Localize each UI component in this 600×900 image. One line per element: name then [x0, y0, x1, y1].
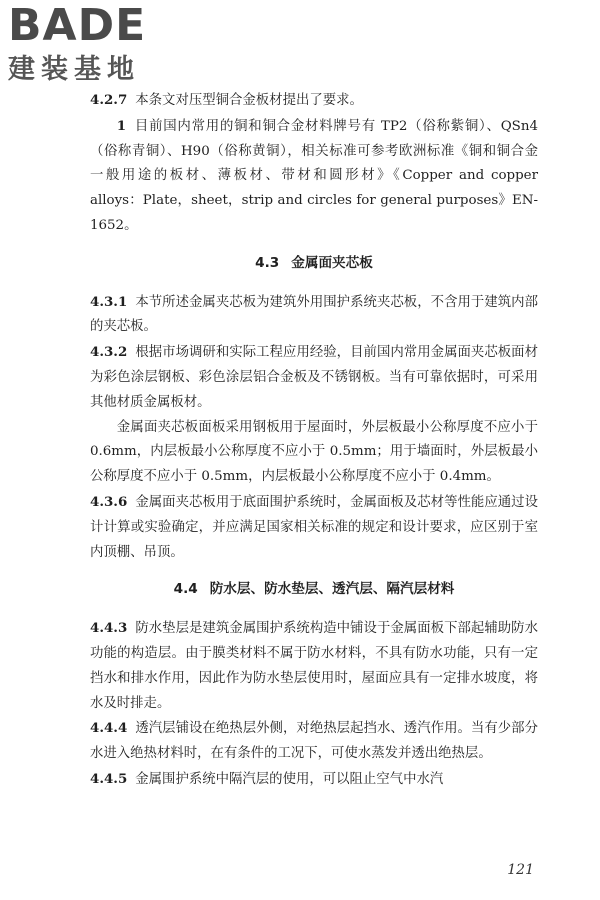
clause-4-2-7: [90, 88, 538, 114]
clause-text: 防水垫层是建筑金属围护系统构造中铺设于金属面板下部起辅助防水功能的构造层。由于膜类材料不属于防水材料，不具有防水功能，只有一定挡水和排水作用，因此作为防水垫层使用时，屋面应具有一定排水坡度，将水及时排走。: [90, 621, 538, 711]
clause-number: 4.4.4: [90, 720, 128, 737]
clause-text: 本条文对压型铜合金板材提出了要求。: [135, 93, 363, 108]
clause-number: 4.4.3: [90, 620, 128, 637]
bade-logo: [6, 2, 176, 94]
clause-text: 金属面夹芯板用于底面围护系统时，金属面板及芯材等性能应通过设计计算或实验确定，并应满足国家相关标准的规定和设计要求，应区别于室内顶棚、吊顶。: [90, 494, 538, 560]
section-heading-4-3: [90, 251, 538, 276]
section-heading-4-4: [90, 577, 538, 602]
page-body: [90, 88, 552, 793]
clause-number: 4.3.2: [90, 344, 128, 361]
clause-number: 4.2.7: [90, 92, 128, 108]
clause-4-4-5: [90, 767, 538, 793]
page-number: 121: [507, 862, 534, 878]
clause-4-4-3: [90, 616, 538, 716]
clause-4-3-2-paragraph-2: 金属面夹芯板面板采用钢板用于屋面时，外层板最小公称厚度不应小于 0.6mm，内层板最小公称厚度不应小于 0.5mm；用于墙面时，外层板最小公称厚度不应小于 0.5mm，内层板最小公称厚度不应小于 0.4mm。: [90, 419, 538, 485]
clause-4-3-1: [90, 290, 538, 341]
clause-4-3-6: [90, 490, 538, 565]
section-title: 防水层、防水垫层、透汽层、隔汽层材料: [209, 581, 455, 598]
item-number: 1: [116, 117, 127, 134]
clause-text: 金属围护系统中隔汽层的使用，可以阻止空气中水汽: [135, 771, 444, 787]
item-text: 目前国内常用的铜和铜合金材料牌号有 TP2（俗称紫铜）、QSn4（俗称青铜）、H90（俗称黄铜），相关标准可参考欧洲标准《铜和铜合金 一般用途的板材、薄板材、带材和圆形材》《Copper and copper alloys：Plate，sheet，strip and circles for general purposes》EN-1652。: [90, 118, 552, 233]
section-number: 4.3: [255, 254, 280, 271]
clause-text: 根据市场调研和实际工程应用经验，目前国内常用金属面夹芯板面材为彩色涂层钢板、彩色涂层铝合金板及不锈钢板。当有可靠依据时，可采用其他材质金属板材。: [90, 345, 538, 410]
clause-text: 本节所述金属夹芯板为建筑外用围护系统夹芯板，不含用于建筑内部的夹芯板。: [90, 294, 538, 335]
clause-number: 4.4.5: [90, 770, 128, 787]
clause-number: 4.3.6: [90, 493, 128, 510]
clause-4-2-7-item-1: [90, 114, 552, 239]
clause-4-4-4: [90, 716, 538, 767]
logo-wordmark: BADE: [8, 0, 147, 51]
section-number: 4.4: [173, 581, 198, 598]
clause-number: 4.3.1: [90, 293, 128, 310]
clause-text: 透汽层铺设在绝热层外侧，对绝热层起挡水、透汽作用。当有少部分水进入绝热材料时，在有条件的工况下，可使水蒸发并透出绝热层。: [90, 721, 538, 762]
logo-subtitle: 建装基地: [8, 54, 140, 85]
clause-4-3-2: [90, 340, 538, 415]
section-title: 金属面夹芯板: [291, 254, 373, 271]
